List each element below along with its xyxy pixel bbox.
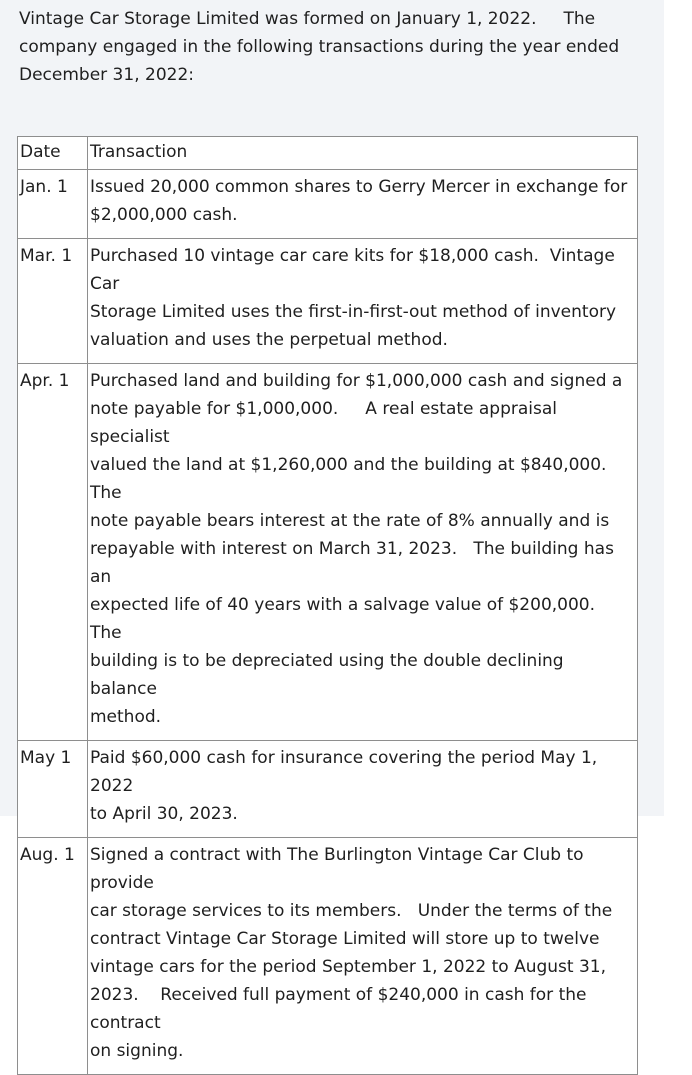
- table-row: [18, 364, 638, 741]
- table-row: [18, 741, 638, 838]
- table-row: [18, 838, 638, 1075]
- row-transaction: Signed a contract with The Burlington Vintage Car Club to provide car storage services to its members. Under the terms of the contract Vintage Car Storage Limited will store up to twelve vintage cars for the period September 1, 2022 to August 31, 2023. Received full payment of $240,000 in cash for the contract on signing.: [88, 838, 638, 1075]
- row-date: Aug. 1: [18, 838, 88, 1075]
- row-transaction: Issued 20,000 common shares to Gerry Mercer in exchange for $2,000,000 cash.: [88, 170, 638, 239]
- header-transaction: Transaction: [88, 137, 638, 170]
- row-date: Mar. 1: [18, 239, 88, 364]
- row-date: Jan. 1: [18, 170, 88, 239]
- row-transaction: Paid $60,000 cash for insurance covering the period May 1, 2022 to April 30, 2023.: [88, 741, 638, 838]
- transactions-table: [17, 136, 638, 1075]
- row-date: Apr. 1: [18, 364, 88, 741]
- row-transaction: Purchased 10 vintage car care kits for $18,000 cash. Vintage Car Storage Limited uses the first-in-first-out method of inventory valuation and uses the perpetual method.: [88, 239, 638, 364]
- table-header-row: [18, 137, 638, 170]
- row-transaction: Purchased land and building for $1,000,000 cash and signed a note payable for $1,000,000. A real estate appraisal specialist valued the land at $1,260,000 and the building at $840,000. The note payable bears interest at the rate of 8% annually and is repayable with interest on March 31, 2023. The building has an expected life of 40 years with a salvage value of $200,000. The building is to be depreciated using the double declining balance method.: [88, 364, 638, 741]
- table-row: [18, 239, 638, 364]
- intro-paragraph: Vintage Car Storage Limited was formed on January 1, 2022. The company engaged in the following transactions during the year ended December 31, 2022:: [19, 9, 620, 85]
- row-date: May 1: [18, 741, 88, 838]
- table-row: [18, 170, 638, 239]
- header-date: Date: [18, 137, 88, 170]
